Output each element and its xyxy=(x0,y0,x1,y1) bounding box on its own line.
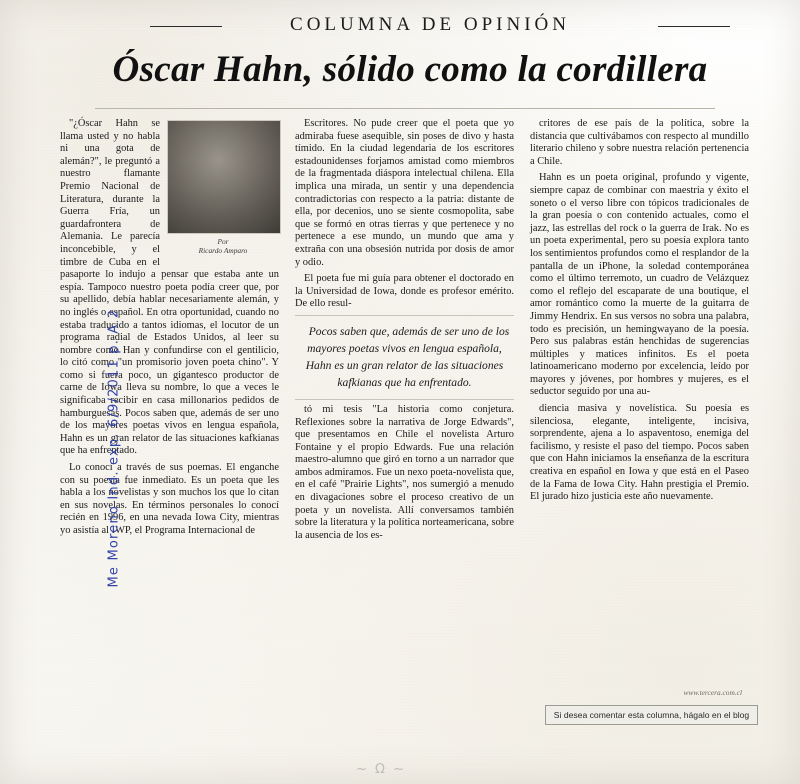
section-kicker-container xyxy=(150,14,710,36)
section-kicker: COLUMNA DE OPINIÓN xyxy=(290,14,570,35)
page-title: Óscar Hahn, sólido como la cordillera xyxy=(112,49,708,90)
headline-divider xyxy=(95,108,715,109)
blog-stamp: www.tercera.com.cl xyxy=(683,688,742,697)
pull-quote: Pocos saben que, además de ser uno de los mayores poetas vivos en lengua española, Hahn es un gran relator de las situaciones kafkianas que ha enfrentado. xyxy=(295,315,514,400)
article-column-3 xyxy=(530,118,749,718)
paragraph: tó mi tesis "La historia como conjetura. Reflexiones sobre la narrativa de Jorge Edwards", que presentamos en Chile el novelista Arturo Fontaine y el propio Edwards. Fue una relación maestro-alumno que giró en torno a un narrador que ambos admiramos. Fue un nexo poeta-novelista que, en el café "Prairie Lights", nos sumergió a menudo en divagaciones sobre el proceso creativo de un poeta y un novelista. Allí conversamos también sobre la literatura y la política norteamericana, sobre la ausencia de los es- xyxy=(295,403,514,541)
paragraph: critores de ese país de la política, sobre la distancia que cultivábamos con respecto al mundillo literario chileno y sobre nuestra relación pertenencia a Chile. xyxy=(530,118,749,167)
paragraph: Escritores. No pude creer que el poeta que yo admiraba fuese asequible, sin poses de divo y hasta tímido. En la ciudad legendaria de los escritores estadounidenses forjamos amistad como miembros de la fragmentada diáspora intelectual chilena. Ella implica una mirada, un sentir y una dependencia contradictorias con respecto a la patria: distante de ella, por decenios, uno se siente cosmopolita, sabe que se formó en otras tierras y que pertenece y no pertenece a ese mundo, un mundo que ama y extraña con una obsesión nutrida por dosis de amor y odio. xyxy=(295,118,514,268)
article-columns xyxy=(60,118,750,718)
article-column-1 xyxy=(60,118,279,718)
paragraph: El poeta fue mi guía para obtener el doctorado en la Universidad de Iowa, donde es profesor emérito. De ello resul- xyxy=(295,273,514,310)
handwritten-margin-note: Me Moreno Ind. exp. 6/9/2011 p. A 2 xyxy=(106,308,122,588)
photo-caption-author: Ricardo Amparo xyxy=(198,246,248,255)
paragraph: Lo conocí a través de sus poemas. El enganche con su poesía fue inmediato. Es un poeta que les habla a los novelistas y son muchos los que lo citan en sus novelas. En términos personales lo conocí recién en 1996, en una nevada Iowa City, mientras yo asistía al IWP, el Programa Internacional de xyxy=(60,462,279,536)
photo-caption xyxy=(167,237,279,255)
paragraph: "¿Óscar Hahn se llama usted y no habla ni una gota de alemán?", le preguntó a nuestro flamante Premio Nacional de Literatura, durante la Guerra Fría, un guardafrontera de Alemania. Le parecía inconcebible, y el timbre de Cuba en el pasaporte lo indujo a pensar que estaba ante un espía. Tampoco nuestro poeta podía creer que, por su apellido, debía hablar necesariamente alemán, y no inglés o español. En otra oportunidad, cuando no estaba traducido a tantos idiomas, el locutor de un programa radial de Estados Unidos, al leer su nombre como Han y confundirse con el gentilicio, lo citó como "un promisorio joven poeta chino". Y como si fuera poco, un gigantesco productor de carne de Iowa lleva su nombre, lo que a veces le significaba recibir en casa millonarios pedidos de hamburguesas. Pocos saben que, además de ser uno de los mayores poetas vivos en lengua española, Hahn es un gran relator de las situaciones kafkianas que ha enfrentado. xyxy=(60,118,279,457)
blog-callout[interactable]: Si desea comentar esta columna, hágalo en el blog xyxy=(545,705,758,725)
author-photo xyxy=(167,120,281,234)
article-column-2 xyxy=(295,118,514,718)
photo-caption-label: Por xyxy=(217,237,229,246)
author-photo-block xyxy=(167,120,279,255)
paragraph: diencia masiva y novelística. Su poesía es silenciosa, elegante, inteligente, incisiva, sorprendente, ajena a lo aspaventoso, enemiga del facilismo, y resiste el paso del tiempo. Pocos saben que con Hahn iniciamos la enseñanza de la escritura creativa en español en Iowa y que está en el Paseo de la Fama de Iowa City. Hahn prestigia el Premio. El jurado hizo justicia este año nuevamente. xyxy=(530,403,749,503)
bottom-mark: ~ Ω ~ xyxy=(356,762,406,777)
paragraph: Hahn es un poeta original, profundo y vigente, siempre capaz de combinar con maestría y éxito el soneto o el verso libre con tópicos tradicionales de la gran poesía o con contenido actuales, como el jazz, las estrellas del rock o la guerra de Irak. No es un poeta experimental, pero su poesía explora tanto los sentimientos profundos como el resplandor de la pantalla de un iPhone, la soledad contemporánea como el último terremoto, un cuadro de Velázquez como el reflejo del escaparate de una boutique, el amor romántico como la muerte de la guitarra de Jimmy Hendrix. En sus versos no sobra una palabra, todo es precisión, un hemingwayano de la poesía. Pero sus palabras están henchidas de sugerencias múltiples y matices infinitos. Es el poeta latinoamericano moderno por excelencia, leído por mayores y jóvenes, por hombres y mujeres, es el seductor seguido por una au- xyxy=(530,172,749,398)
